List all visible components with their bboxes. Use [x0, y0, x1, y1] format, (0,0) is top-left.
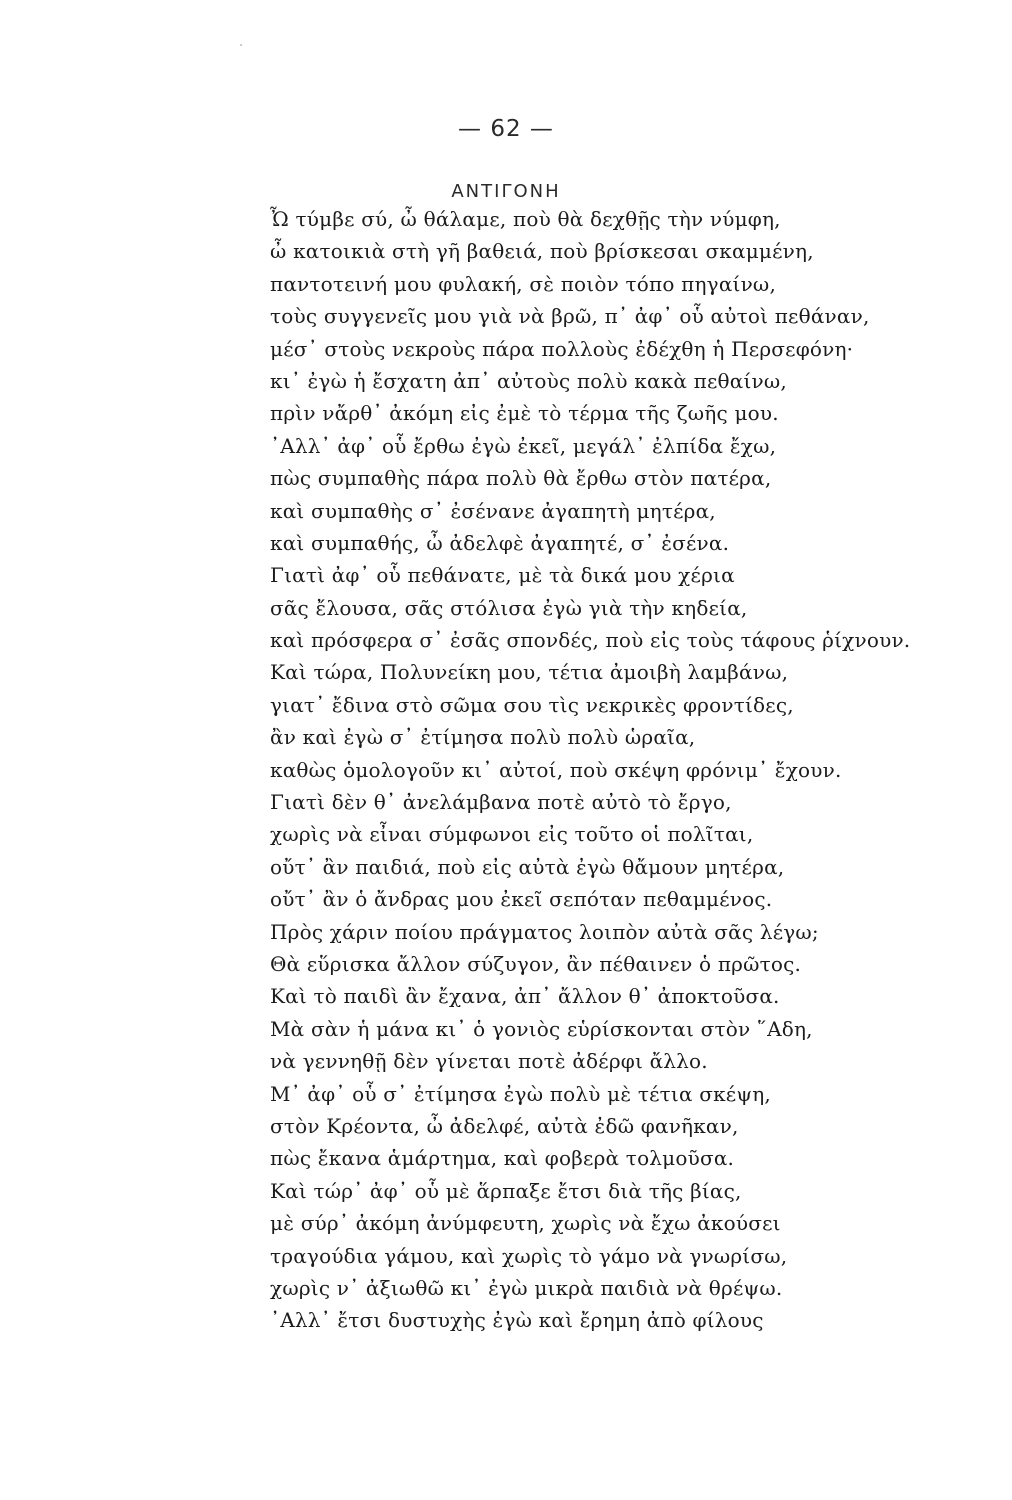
verse-line: Καὶ τὸ παιδὶ ἂν ἔχανα, ἀπ᾿ ἄλλον θ᾿ ἀποκτοῦσα. [270, 984, 780, 1009]
verse-line: Πρὸς χάριν ποίου πράγματος λοιπὸν αὐτὰ σᾶς λέγω; [270, 919, 819, 944]
verse-line: καὶ πρόσφερα σ᾿ ἐσᾶς σπονδές, ποὺ εἰς τοὺς τάφους ῥίχνουν. [270, 628, 911, 653]
verse-line: κι᾿ ἐγὼ ἡ ἔσχατη ἀπ᾿ αὐτοὺς πολὺ κακὰ πεθαίνω, [270, 368, 787, 393]
verse-line: Γιατὶ ἀφ᾿ οὗ πεθάνατε, μὲ τὰ δικά μου χέρια [270, 563, 735, 588]
verse-line: τραγούδια γάμου, καὶ χωρὶς τὸ γάμο νὰ γνωρίσω, [270, 1243, 788, 1268]
verse-line: πὼς ἔκανα ἁμάρτημα, καὶ φοβερὰ τολμοῦσα. [270, 1146, 735, 1171]
verse-line: πρὶν νἄρθ᾿ ἀκόμη εἰς ἐμὲ τὸ τέρμα τῆς ζωῆς μου. [270, 401, 779, 426]
verse-line: ᾿Αλλ᾿ ἀφ᾿ οὗ ἔρθω ἐγὼ ἐκεῖ, μεγάλ᾿ ἐλπίδα ἔχω, [270, 433, 777, 458]
verse-line: καὶ συμπαθὴς σ᾿ ἐσένανε ἀγαπητὴ μητέρα, [270, 498, 716, 523]
verse-line: καὶ συμπαθής, ὦ ἀδελφὲ ἀγαπητέ, σ᾿ ἐσένα. [270, 530, 730, 555]
verse-line: σᾶς ἔλουσα, σᾶς στόλισα ἐγὼ γιὰ τὴν κηδεία, [270, 595, 748, 620]
verse-line: οὔτ᾿ ἂν ὁ ἄνδρας μου ἐκεῖ σεπόταν πεθαμμένος. [270, 887, 773, 912]
verse-line: παντοτεινή μου φυλακή, σὲ ποιὸν τόπο πηγαίνω, [270, 271, 777, 296]
verse-line: Καὶ τώρα, Πολυνείκη μου, τέτια ἀμοιβὴ λαμβάνω, [270, 660, 789, 685]
verse-line: ὦ κατοικιὰ στὴ γῆ βαθειά, ποὺ βρίσκεσαι σκαμμένη, [270, 239, 814, 264]
verse-line: Καὶ τώρ᾿ ἀφ᾿ οὗ μὲ ἅρπαξε ἔτσι διὰ τῆς βίας, [270, 1178, 742, 1203]
verse-line: μὲ σύρ᾿ ἀκόμη ἀνύμφευτη, χωρὶς νὰ ἔχω ἀκούσει [270, 1211, 781, 1236]
page-number: — 62 — [458, 116, 554, 142]
verse-line: γιατ᾿ ἔδινα στὸ σῶμα σου τὶς νεκρικὲς φροντίδες, [270, 692, 794, 717]
verse-line: καθὼς ὁμολογοῦν κι᾿ αὐτοί, ποὺ σκέψη φρόνιμ᾿ ἔχουν. [270, 757, 842, 782]
verse-line: Θὰ εὕρισκα ἄλλον σύζυγον, ἂν πέθαινεν ὁ πρῶτος. [270, 951, 802, 976]
verse-block [270, 203, 950, 1337]
verse-line: χωρὶς νὰ εἶναι σύμφωνοι εἰς τοῦτο οἱ πολῖται, [270, 822, 754, 847]
verse-line: Μὰ σὰν ἡ μάνα κι᾿ ὁ γονιὸς εὑρίσκονται στὸν ῞Αδη, [270, 1016, 813, 1041]
speaker-name: ΑΝΤΙΓΟΝΗ [451, 181, 561, 202]
verse-line: ᾿Αλλ᾿ ἔτσι δυστυχὴς ἐγὼ καὶ ἔρημη ἀπὸ φίλους [270, 1308, 764, 1333]
verse-line: οὔτ᾿ ἂν παιδιά, ποὺ εἰς αὐτὰ ἐγὼ θἄμουν μητέρα, [270, 854, 785, 879]
verse-line: Ὦ τύμβε σύ, ὦ θάλαμε, ποὺ θὰ δεχθῇς τὴν νύμφη, [270, 207, 781, 231]
verse-line: Μ᾿ ἀφ᾿ οὗ σ᾿ ἐτίμησα ἐγὼ πολὺ μὲ τέτια σκέψη, [270, 1081, 771, 1106]
verse-line: Γιατὶ δὲν θ᾿ ἀνελάμβανα ποτὲ αὐτὸ τὸ ἔργο, [270, 790, 732, 815]
verse-line: στὸν Κρέοντα, ὦ ἀδελφέ, αὐτὰ ἐδῶ φανῆκαν, [270, 1113, 739, 1138]
verse-line: πὼς συμπαθὴς πάρα πολὺ θὰ ἔρθω στὸν πατέρα, [270, 466, 772, 491]
verse-line: ἂν καὶ ἐγὼ σ᾿ ἐτίμησα πολὺ πολὺ ὡραῖα, [270, 725, 696, 750]
paper-speck [240, 44, 242, 46]
verse-line: τοὺς συγγενεῖς μου γιὰ νὰ βρῶ, π᾿ ἀφ᾿ οὗ αὐτοὶ πεθάναν, [270, 304, 870, 329]
verse-line: μέσ᾿ στοὺς νεκροὺς πάρα πολλοὺς ἐδέχθη ἡ Περσεφόνη· [270, 336, 854, 361]
verse-line: νὰ γεννηθῇ δὲν γίνεται ποτὲ ἀδέρφι ἄλλο. [270, 1049, 708, 1074]
verse-line: χωρὶς ν᾿ ἀξιωθῶ κι᾿ ἐγὼ μικρὰ παιδιὰ νὰ θρέψω. [270, 1275, 783, 1300]
